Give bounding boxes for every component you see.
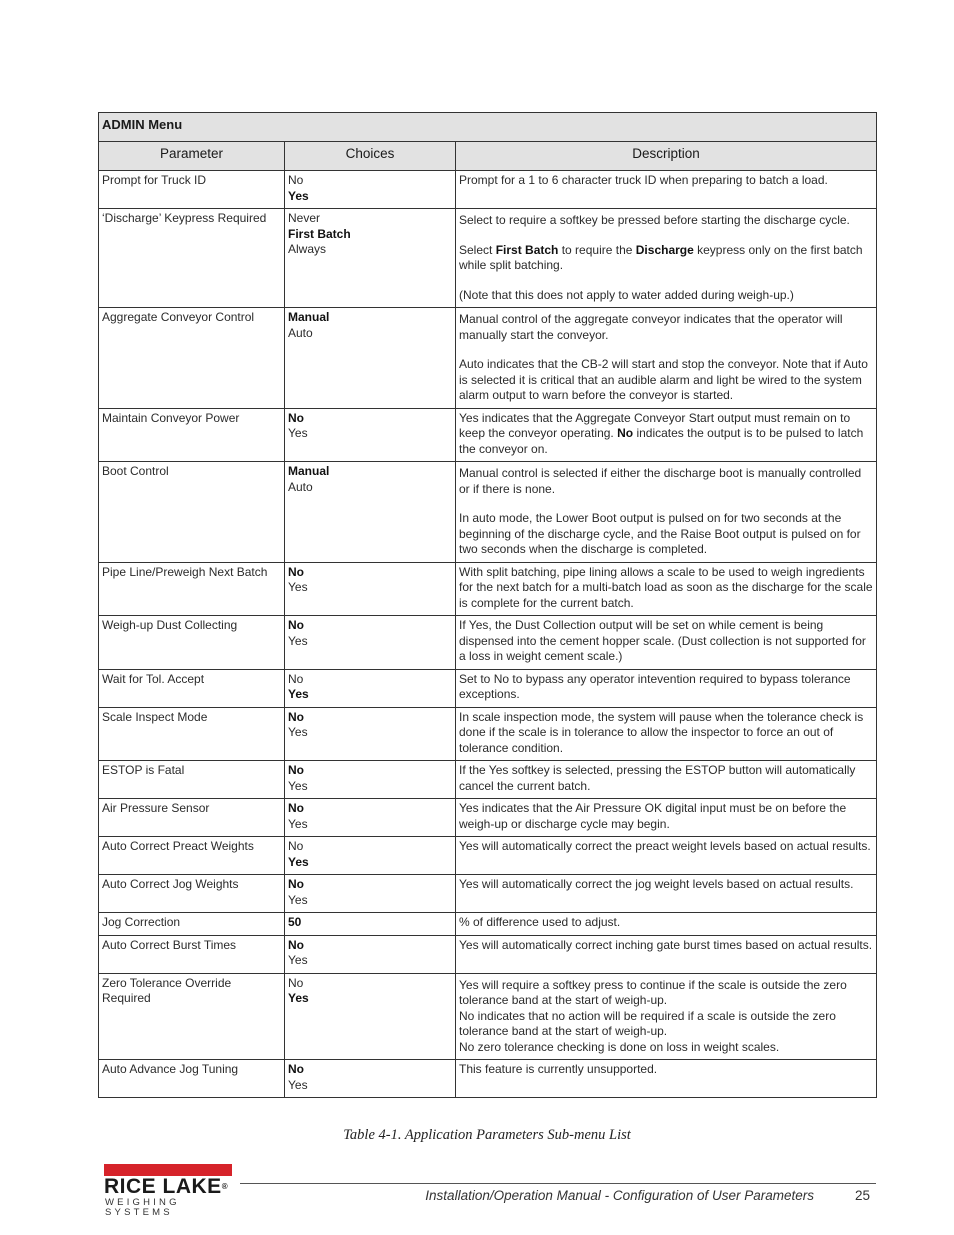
choice-option: No bbox=[288, 975, 304, 990]
default-choice: No bbox=[288, 410, 304, 425]
table-row bbox=[99, 875, 877, 913]
admin-menu-table bbox=[98, 112, 877, 1098]
choice-option: Yes bbox=[288, 426, 308, 440]
choice-option: Auto bbox=[288, 479, 313, 494]
description-paragraph: % of difference used to adjust. bbox=[459, 915, 621, 929]
table-row bbox=[99, 707, 877, 761]
description-paragraph: With split batching, pipe lining allows a scale to be used to weigh ingredients for the next batch for a multi-batch load as soon as the discharge for the scale is complete for the current batch. bbox=[459, 564, 873, 610]
choice-option: Yes bbox=[288, 1077, 308, 1092]
description-cell bbox=[456, 799, 877, 837]
logo-brand-name: RICE LAKE bbox=[104, 1175, 222, 1198]
description-paragraph: No indicates that no action will be required if a scale is outside the zero tolerance band at the start of weigh-up. bbox=[459, 1008, 836, 1038]
choices-cell bbox=[285, 408, 456, 462]
choices-cell bbox=[285, 308, 456, 409]
description-cell bbox=[456, 875, 877, 913]
choices-cell bbox=[285, 837, 456, 875]
choices-cell bbox=[285, 171, 456, 209]
description-cell bbox=[456, 669, 877, 707]
description-paragraph: Yes will automatically correct the preact weight levels based on actual results. bbox=[459, 839, 871, 853]
choices-cell bbox=[285, 935, 456, 973]
description-cell bbox=[456, 913, 877, 936]
logo-registered-mark: ® bbox=[221, 1182, 229, 1191]
description-paragraph: Manual control is selected if either the discharge boot is manually controlled or if there is none. bbox=[459, 466, 862, 496]
parameter-cell: Prompt for Truck ID bbox=[99, 171, 285, 209]
choice-option: Yes bbox=[288, 633, 308, 648]
table-row bbox=[99, 973, 877, 1060]
table-row bbox=[99, 669, 877, 707]
parameter-cell: Zero Tolerance Override Required bbox=[99, 973, 285, 1060]
description-cell bbox=[456, 562, 877, 616]
parameter-cell: Pipe Line/Preweigh Next Batch bbox=[99, 562, 285, 616]
description-paragraph: In scale inspection mode, the system will pause when the tolerance check is done if the scale is in tolerance to allow the inspector to force an out of tolerance condition. bbox=[459, 709, 864, 755]
default-choice: Yes bbox=[288, 854, 309, 869]
description-cell bbox=[456, 616, 877, 670]
default-choice: 50 bbox=[288, 915, 302, 929]
choice-option: Never bbox=[288, 211, 321, 225]
choices-cell bbox=[285, 669, 456, 707]
default-choice: Yes bbox=[288, 687, 309, 701]
parameter-cell: Auto Correct Burst Times bbox=[99, 935, 285, 973]
table-row bbox=[99, 799, 877, 837]
table-row bbox=[99, 935, 877, 973]
description-cell bbox=[456, 171, 877, 209]
menu-title: ADMIN Menu bbox=[99, 113, 877, 142]
footer-title: Installation/Operation Manual - Configuration of User Parameters bbox=[425, 1188, 814, 1203]
description-cell bbox=[456, 308, 877, 409]
table-row bbox=[99, 1060, 877, 1098]
parameter-cell: Boot Control bbox=[99, 462, 285, 563]
description-paragraph: This feature is currently unsupported. bbox=[459, 1062, 658, 1076]
table-row bbox=[99, 308, 877, 409]
description-cell bbox=[456, 761, 877, 799]
description-paragraph: Auto indicates that the CB-2 will start and stop the conveyor. Note that if Auto is selected it is critical that an audible alarm and light be wired to the system alarm output to warn before the conveyor is started. bbox=[459, 357, 868, 402]
choice-option: Yes bbox=[288, 725, 308, 739]
description-paragraph bbox=[459, 243, 873, 274]
description-paragraph: Yes will automatically correct the jog weight levels based on actual results. bbox=[459, 877, 854, 891]
parameter-cell: Scale Inspect Mode bbox=[99, 707, 285, 761]
default-choice: Yes bbox=[288, 188, 309, 203]
description-text: indicates the output is to be pulsed to latch the conveyor on. bbox=[459, 426, 864, 456]
choice-option: Yes bbox=[288, 580, 308, 594]
choices-cell bbox=[285, 973, 456, 1060]
table-row bbox=[99, 562, 877, 616]
description-cell bbox=[456, 408, 877, 462]
choices-cell bbox=[285, 209, 456, 308]
default-choice: No bbox=[288, 763, 304, 777]
description-header: Description bbox=[456, 142, 877, 171]
choice-option: Yes bbox=[288, 816, 308, 831]
table-row bbox=[99, 408, 877, 462]
description-paragraph: Manual control of the aggregate conveyor indicates that the operator will manually start the conveyor. bbox=[459, 312, 843, 342]
choice-option: Yes bbox=[288, 778, 308, 793]
emphasis-text: Discharge bbox=[635, 242, 694, 257]
parameter-cell: Air Pressure Sensor bbox=[99, 799, 285, 837]
table-row bbox=[99, 616, 877, 670]
description-paragraph: Yes will automatically correct inching gate burst times based on actual results. bbox=[459, 937, 873, 952]
footer-rule bbox=[240, 1183, 876, 1184]
choices-cell bbox=[285, 761, 456, 799]
table-caption: Table 4-1. Application Parameters Sub-menu List bbox=[343, 1127, 631, 1143]
description-paragraph: In auto mode, the Lower Boot output is pulsed on for two seconds at the beginning of the discharge cycle, and the Raise Boot output is pulsed on for two seconds when the discharge is completed. bbox=[459, 511, 861, 556]
choice-option: Always bbox=[288, 242, 327, 256]
description-cell bbox=[456, 209, 877, 308]
choices-cell bbox=[285, 1060, 456, 1098]
description-text: Select bbox=[459, 242, 496, 257]
description-paragraph: Prompt for a 1 to 6 character truck ID when preparing to batch a load. bbox=[459, 173, 828, 187]
description-cell bbox=[456, 707, 877, 761]
parameter-cell: Auto Advance Jog Tuning bbox=[99, 1060, 285, 1098]
table-row bbox=[99, 462, 877, 563]
description-paragraph: Yes will require a softkey press to continue if the scale is outside the zero tolerance band at the start of weigh-up. bbox=[459, 977, 847, 1007]
default-choice: No bbox=[288, 618, 304, 632]
choices-cell bbox=[285, 913, 456, 936]
default-choice: No bbox=[288, 564, 304, 579]
table-row bbox=[99, 761, 877, 799]
choice-option: No bbox=[288, 671, 304, 686]
table-row bbox=[99, 171, 877, 209]
parameter-cell: Weigh-up Dust Collecting bbox=[99, 616, 285, 670]
parameter-cell: Maintain Conveyor Power bbox=[99, 408, 285, 462]
emphasis-text: No bbox=[617, 426, 634, 440]
logo-subtitle: WEIGHING SYSTEMS bbox=[105, 1197, 180, 1218]
default-choice: No bbox=[288, 877, 304, 891]
choices-cell bbox=[285, 462, 456, 563]
page-number: 25 bbox=[854, 1188, 870, 1203]
parameter-cell: ‘Discharge’ Keypress Required bbox=[99, 209, 285, 308]
description-paragraph: If Yes, the Dust Collection output will be set on while cement is being dispensed into the cement hopper scale. (Dust collection is not supported for a loss in weight cement scale.) bbox=[459, 618, 866, 663]
default-choice: No bbox=[288, 937, 304, 952]
description-cell bbox=[456, 837, 877, 875]
rice-lake-logo bbox=[104, 1164, 234, 1218]
default-choice: Yes bbox=[288, 991, 309, 1005]
choices-cell bbox=[285, 616, 456, 670]
description-cell bbox=[456, 973, 877, 1060]
choice-option: Yes bbox=[288, 892, 308, 907]
description-text: Yes indicates that the Aggregate Conveyor Start output must remain on to keep the conveyor operating. bbox=[459, 410, 851, 440]
choices-cell bbox=[285, 875, 456, 913]
description-cell bbox=[456, 462, 877, 563]
choices-cell bbox=[285, 562, 456, 616]
parameter-cell: Auto Correct Jog Weights bbox=[99, 875, 285, 913]
parameter-cell: Aggregate Conveyor Control bbox=[99, 308, 285, 409]
parameter-header: Parameter bbox=[99, 142, 285, 171]
description-text: to require the bbox=[558, 242, 636, 257]
choice-option: No bbox=[288, 839, 304, 853]
description-paragraph: No zero tolerance checking is done on loss in weight scales. bbox=[459, 1039, 780, 1054]
description-paragraph: Set to No to bypass any operator intevention required to bypass tolerance exceptions. bbox=[459, 671, 851, 701]
description-cell bbox=[456, 1060, 877, 1098]
description-paragraph: Select to require a softkey be pressed before starting the discharge cycle. bbox=[459, 213, 850, 227]
description-cell bbox=[456, 935, 877, 973]
description-paragraph: (Note that this does not apply to water added during weigh-up.) bbox=[459, 287, 794, 302]
emphasis-text: First Batch bbox=[495, 242, 559, 257]
default-choice: First Batch bbox=[288, 226, 351, 241]
parameter-cell: Wait for Tol. Accept bbox=[99, 669, 285, 707]
default-choice: Manual bbox=[288, 310, 330, 324]
description-paragraph: If the Yes softkey is selected, pressing the ESTOP button will automatically cancel the current batch. bbox=[459, 763, 856, 793]
parameter-cell: Auto Correct Preact Weights bbox=[99, 837, 285, 875]
description-paragraph: Yes indicates that the Air Pressure OK digital input must be on before the weigh-up or discharge cycle may begin. bbox=[459, 801, 847, 831]
table-row bbox=[99, 837, 877, 875]
default-choice: No bbox=[288, 801, 304, 815]
table-row bbox=[99, 209, 877, 308]
description-paragraph bbox=[459, 411, 873, 458]
choices-header: Choices bbox=[285, 142, 456, 171]
description-text: keypress only on the first batch while split batching. bbox=[459, 242, 863, 272]
choice-option: Auto bbox=[288, 325, 313, 340]
parameter-cell: ESTOP is Fatal bbox=[99, 761, 285, 799]
default-choice: No bbox=[288, 709, 304, 724]
default-choice: No bbox=[288, 1062, 304, 1076]
choice-option: No bbox=[288, 173, 304, 187]
parameter-cell: Jog Correction bbox=[99, 913, 285, 936]
choices-cell bbox=[285, 707, 456, 761]
choices-cell bbox=[285, 799, 456, 837]
table-row bbox=[99, 913, 877, 936]
choice-option: Yes bbox=[288, 953, 308, 967]
default-choice: Manual bbox=[288, 464, 330, 478]
